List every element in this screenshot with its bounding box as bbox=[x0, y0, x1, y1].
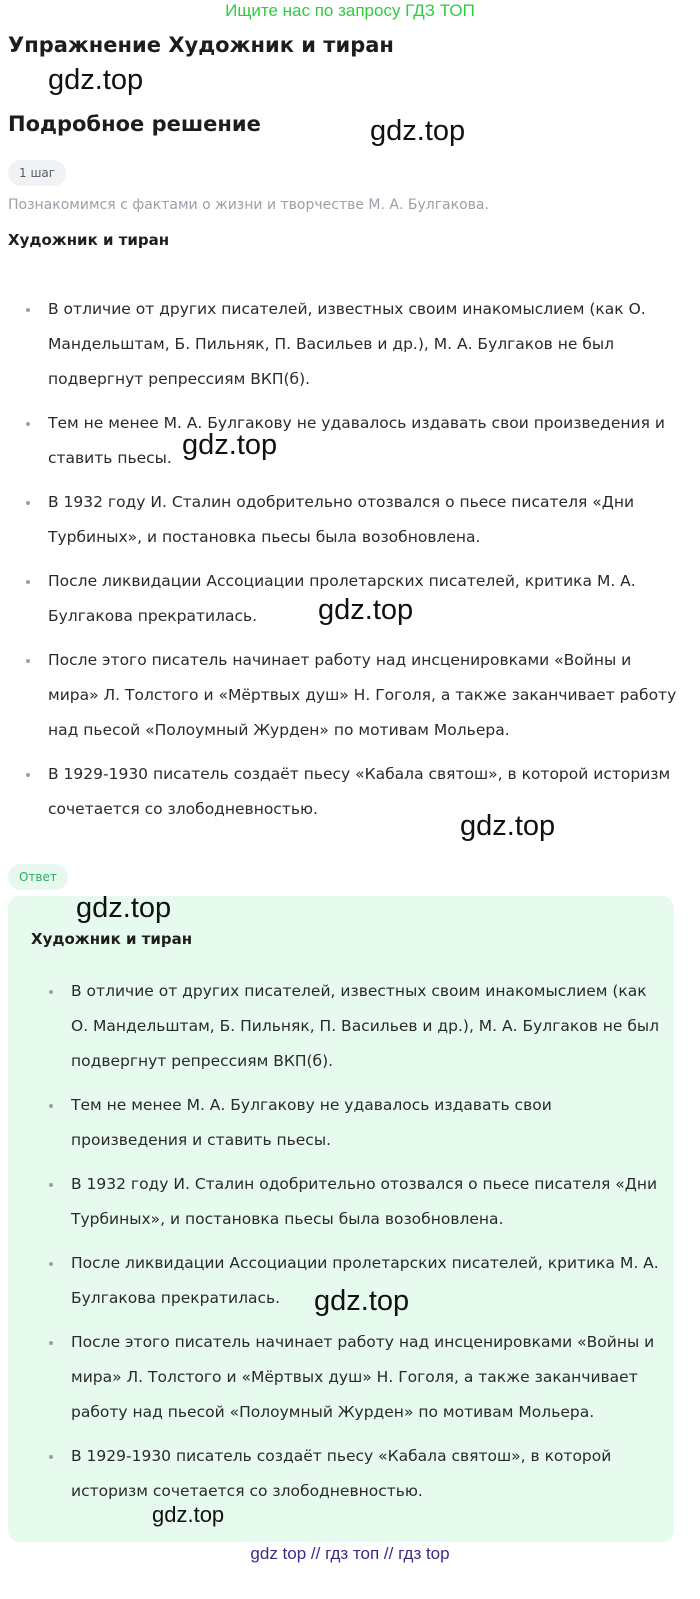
watermark: gdz.top bbox=[182, 429, 278, 461]
footer-links[interactable]: gdz top // гдз топ // гдз top bbox=[250, 1544, 450, 1563]
bullet-icon bbox=[26, 308, 30, 312]
search-banner: Ищите нас по запросу ГДЗ ТОП bbox=[225, 1, 475, 20]
bullet-icon bbox=[26, 501, 30, 505]
bullet-icon bbox=[26, 580, 30, 584]
bullet-icon bbox=[49, 990, 53, 994]
section-subtitle: Подробное решение bbox=[8, 112, 261, 136]
list-item: В 1932 году И. Сталин одобрительно отозвался о пьесе писателя «Дни Турбиных», и постановка пьесы была возобновлена. bbox=[71, 1167, 663, 1237]
list-item: В отличие от других писателей, известных своим инакомыслием (как О. Мандельштам, Б. Пильняк, П. Васильев и др.), М. А. Булгаков не был подвергнут репрессиям ВКП(б). bbox=[71, 974, 663, 1079]
watermark: gdz.top bbox=[314, 1285, 410, 1317]
list-item: После ликвидации Ассоциации пролетарских писателей, критика М. А. Булгакова прекратилась. bbox=[48, 564, 678, 634]
list-item: Тем не менее М. А. Булгакову не удавалось издавать свои произведения и ставить пьесы. bbox=[71, 1088, 663, 1158]
list-item: В отличие от других писателей, известных своим инакомыслием (как О. Мандельштам, Б. Пильняк, П. Васильев и др.), М. А. Булгаков не был подвергнут репрессиям ВКП(б). bbox=[48, 292, 678, 397]
list-item: В 1929-1930 писатель создаёт пьесу «Кабала святош», в которой историзм сочетается со злободневностью. bbox=[71, 1439, 663, 1509]
list-item: После этого писатель начинает работу над инсценировками «Войны и мира» Л. Толстого и «Мёртвых душ» Н. Гоголя, а также заканчивает работу над пьесой «Полоумный Журден» по мотивам Мольера. bbox=[71, 1325, 663, 1430]
bullet-icon bbox=[26, 659, 30, 663]
list-item: После ликвидации Ассоциации пролетарских писателей, критика М. А. Булгакова прекратилась. bbox=[71, 1246, 663, 1316]
watermark: gdz.top bbox=[318, 594, 414, 626]
list-item: В 1932 году И. Сталин одобрительно отозвался о пьесе писателя «Дни Турбиных», и постановка пьесы была возобновлена. bbox=[48, 485, 678, 555]
answer-badge: Ответ bbox=[8, 864, 68, 890]
bullet-icon bbox=[49, 1183, 53, 1187]
solution-heading: Художник и тиран bbox=[8, 231, 170, 249]
bullet-icon bbox=[49, 1341, 53, 1345]
watermark: gdz.top bbox=[460, 810, 556, 842]
bullet-icon bbox=[26, 422, 30, 426]
answer-heading: Художник и тиран bbox=[31, 930, 193, 948]
bullet-icon bbox=[49, 1455, 53, 1459]
solution-list bbox=[48, 292, 678, 836]
bullet-icon bbox=[49, 1262, 53, 1266]
watermark: gdz.top bbox=[76, 892, 172, 924]
watermark: gdz.top bbox=[152, 1502, 225, 1527]
watermark: gdz.top bbox=[370, 115, 466, 147]
bullet-icon bbox=[49, 1104, 53, 1108]
list-item: В 1929-1930 писатель создаёт пьесу «Кабала святош», в которой историзм сочетается со злободневностью. bbox=[48, 757, 678, 827]
step-badge: 1 шаг bbox=[8, 160, 66, 186]
watermark: gdz.top bbox=[48, 64, 144, 96]
answer-list bbox=[71, 974, 663, 1518]
list-item: Тем не менее М. А. Булгакову не удавалось издавать свои произведения и ставить пьесы. bbox=[48, 406, 678, 476]
bullet-icon bbox=[26, 773, 30, 777]
list-item: После этого писатель начинает работу над инсценировками «Войны и мира» Л. Толстого и «Мёртвых душ» Н. Гоголя, а также заканчивает работу над пьесой «Полоумный Журден» по мотивам Мольера. bbox=[48, 643, 678, 748]
page-title: Упражнение Художник и тиран bbox=[8, 33, 394, 57]
intro-text: Познакомимся с фактами о жизни и творчестве М. А. Булгакова. bbox=[8, 197, 489, 213]
